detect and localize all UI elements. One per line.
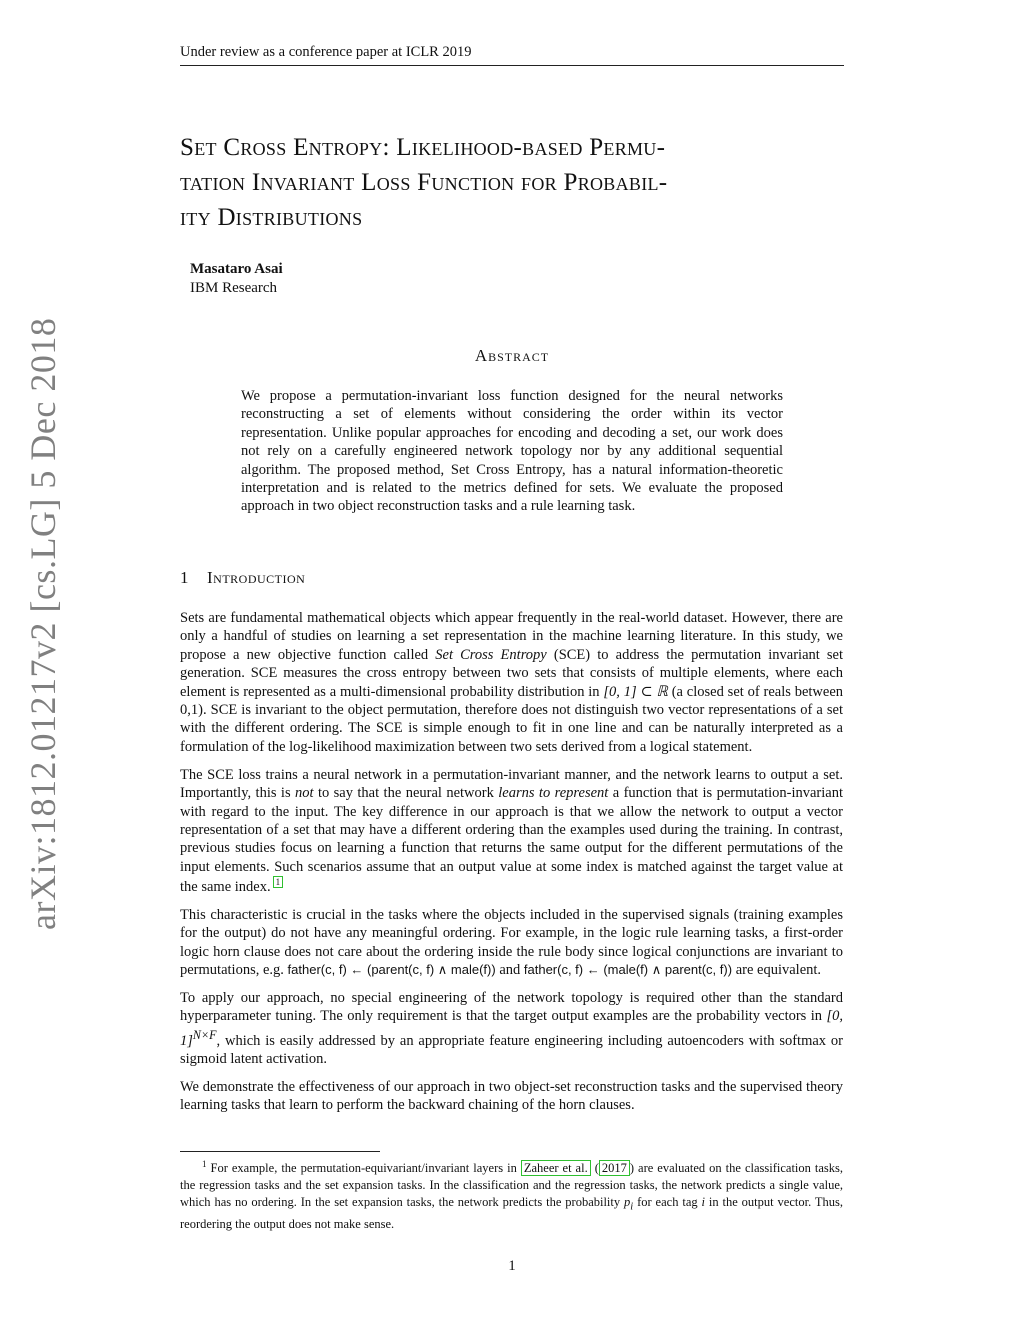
paragraph-2: The SCE loss trains a neural network in a permutation-invariant manner, and the network learns to output a set. Importantly, this is not to say that the neural network learns to represent a function that is permutation-invariant with regard to the input. The key difference in our approach is that we allow the network to output a vector representation of a set that may have a different ordering than the examples used during the training. In contrast, previous studies focus on learning a function that returns the same output for the different permutations of the input elements. Such scenarios assume that an output value at some index is matched against the target value at the same index. 1 (180, 766, 844, 896)
footnote-link[interactable]: 1 (273, 876, 284, 888)
paragraph-5: We demonstrate the effectiveness of our approach in two object-set reconstruction tasks and the supervised theory learning tasks that learn to perform the backward chaining of the horn clauses. (180, 1079, 843, 1114)
paragraph-1: Sets are fundamental mathematical objects which appear frequently in the real-world dataset. However, there are only a handful of studies on learning a set representation in the machine learning literature. In this study, we propose a new objective function called Set Cross Entropy (SCE) to address the permutation invariant set generation. SCE measures the cross entropy between two sets that consists of multiple elements, where each element is represented as a multi-dimensional probability distribution in [0, 1] ⊂ ℝ (a closed set of reals between 0,1). SCE is invariant to the object permutation, therefore does not distinguish two vector representations of a set with the different ordering. The SCE is simple enough to fit in one line and can be naturally interpreted as a formulation of the log-likelihood maximization between two sets derived from a logical statement. (180, 610, 844, 755)
section-heading (180, 568, 305, 588)
arxiv-watermark: arXiv:1812.01217v2 [cs.LG] 5 Dec 2018 (23, 317, 63, 930)
section-number: 1 (180, 568, 189, 587)
body-text (180, 609, 843, 1124)
logic-formula-2: father(c, f) ← (male(f) ∧ parent(c, f)) (523, 962, 733, 978)
paragraph-3: This characteristic is crucial in the tasks where the objects included in the supervised signals (training examples for the output) do not have any meaningful ordering. For example, in the logic rule learning tasks, a first-order logic horn clause does not care about the ordering inside the rule body since logical conjunctions are invariant to permutations, e.g. father(c, f) ← (parent(c, f) ∧ male(f)) and father(c, f) ← (male(f) ∧ parent(c, f)) are equivalent. (180, 906, 843, 979)
citation-year-link[interactable]: 2017 (599, 1160, 630, 1176)
title-line-2: tation Invariant Loss Function for Probabil- (180, 169, 668, 196)
section-title: Introduction (207, 568, 306, 587)
author-affiliation: IBM Research (190, 280, 278, 296)
page-number: 1 (508, 1258, 516, 1274)
title-line-3: ity Distributions (180, 204, 363, 231)
running-header: Under review as a conference paper at ICLR 2019 (180, 44, 844, 66)
paragraph-4: To apply our approach, no special engineering of the network topology is required other than the standard hyperparameter tuning. The only requirement is that the target output examples are the probability vectors in [0, 1]$^{N\times F}$, which is easily addressed by an appropriate feature engineering including autoencoders with softmax or sigmoid latent activation. (180, 990, 843, 1068)
logic-formula-1: father(c, f) ← (parent(c, f) ∧ male(f)) (287, 962, 496, 978)
author-block (190, 260, 283, 298)
footnote-number: 1 (202, 1159, 207, 1169)
citation-author-link[interactable]: Zaheer et al. (521, 1160, 591, 1176)
title-line-1: Set Cross Entropy: Likelihood-based Permu- (180, 134, 666, 161)
footnote: $^1$ For example, the permutation-equivariant/invariant layers in Zaheer et al. ( 2017 ) are evaluated on the classification tasks, the regression tasks and the set expansion tasks. In the classification and the regression tasks, the network predicts a single value, which has no ordering. In the set expansion tasks, the network predicts the probability $p_i$ for each tag i in the output vector. Thus, reordering the output does not make sense. (180, 1159, 844, 1231)
math-interval: [0, 1] ⊂ ℝ (603, 683, 668, 700)
abstract-text: We propose a permutation-invariant loss function designed for the neural networks reconstructing a set of elements without considering the order within its vector representation. Unlike popular approaches for encoding and decoding a set, our work does not rely on a carefully engineered network topology nor by any additional sequential algorithm. The proposed method, Set Cross Entropy, has a natural information-theoretic interpretation and is related to the metrics defined for sets. We evaluate the proposed approach in two object reconstruction tasks and a rule learning task. (241, 388, 783, 515)
abstract-heading: Abstract (474, 346, 550, 365)
math-probability-space: [0, 1] (180, 1008, 843, 1049)
term-set-cross-entropy: Set Cross Entropy (435, 646, 547, 663)
paper-title (180, 130, 860, 235)
footnote-rule (180, 1151, 380, 1152)
author-name: Masataro Asai (190, 261, 283, 277)
